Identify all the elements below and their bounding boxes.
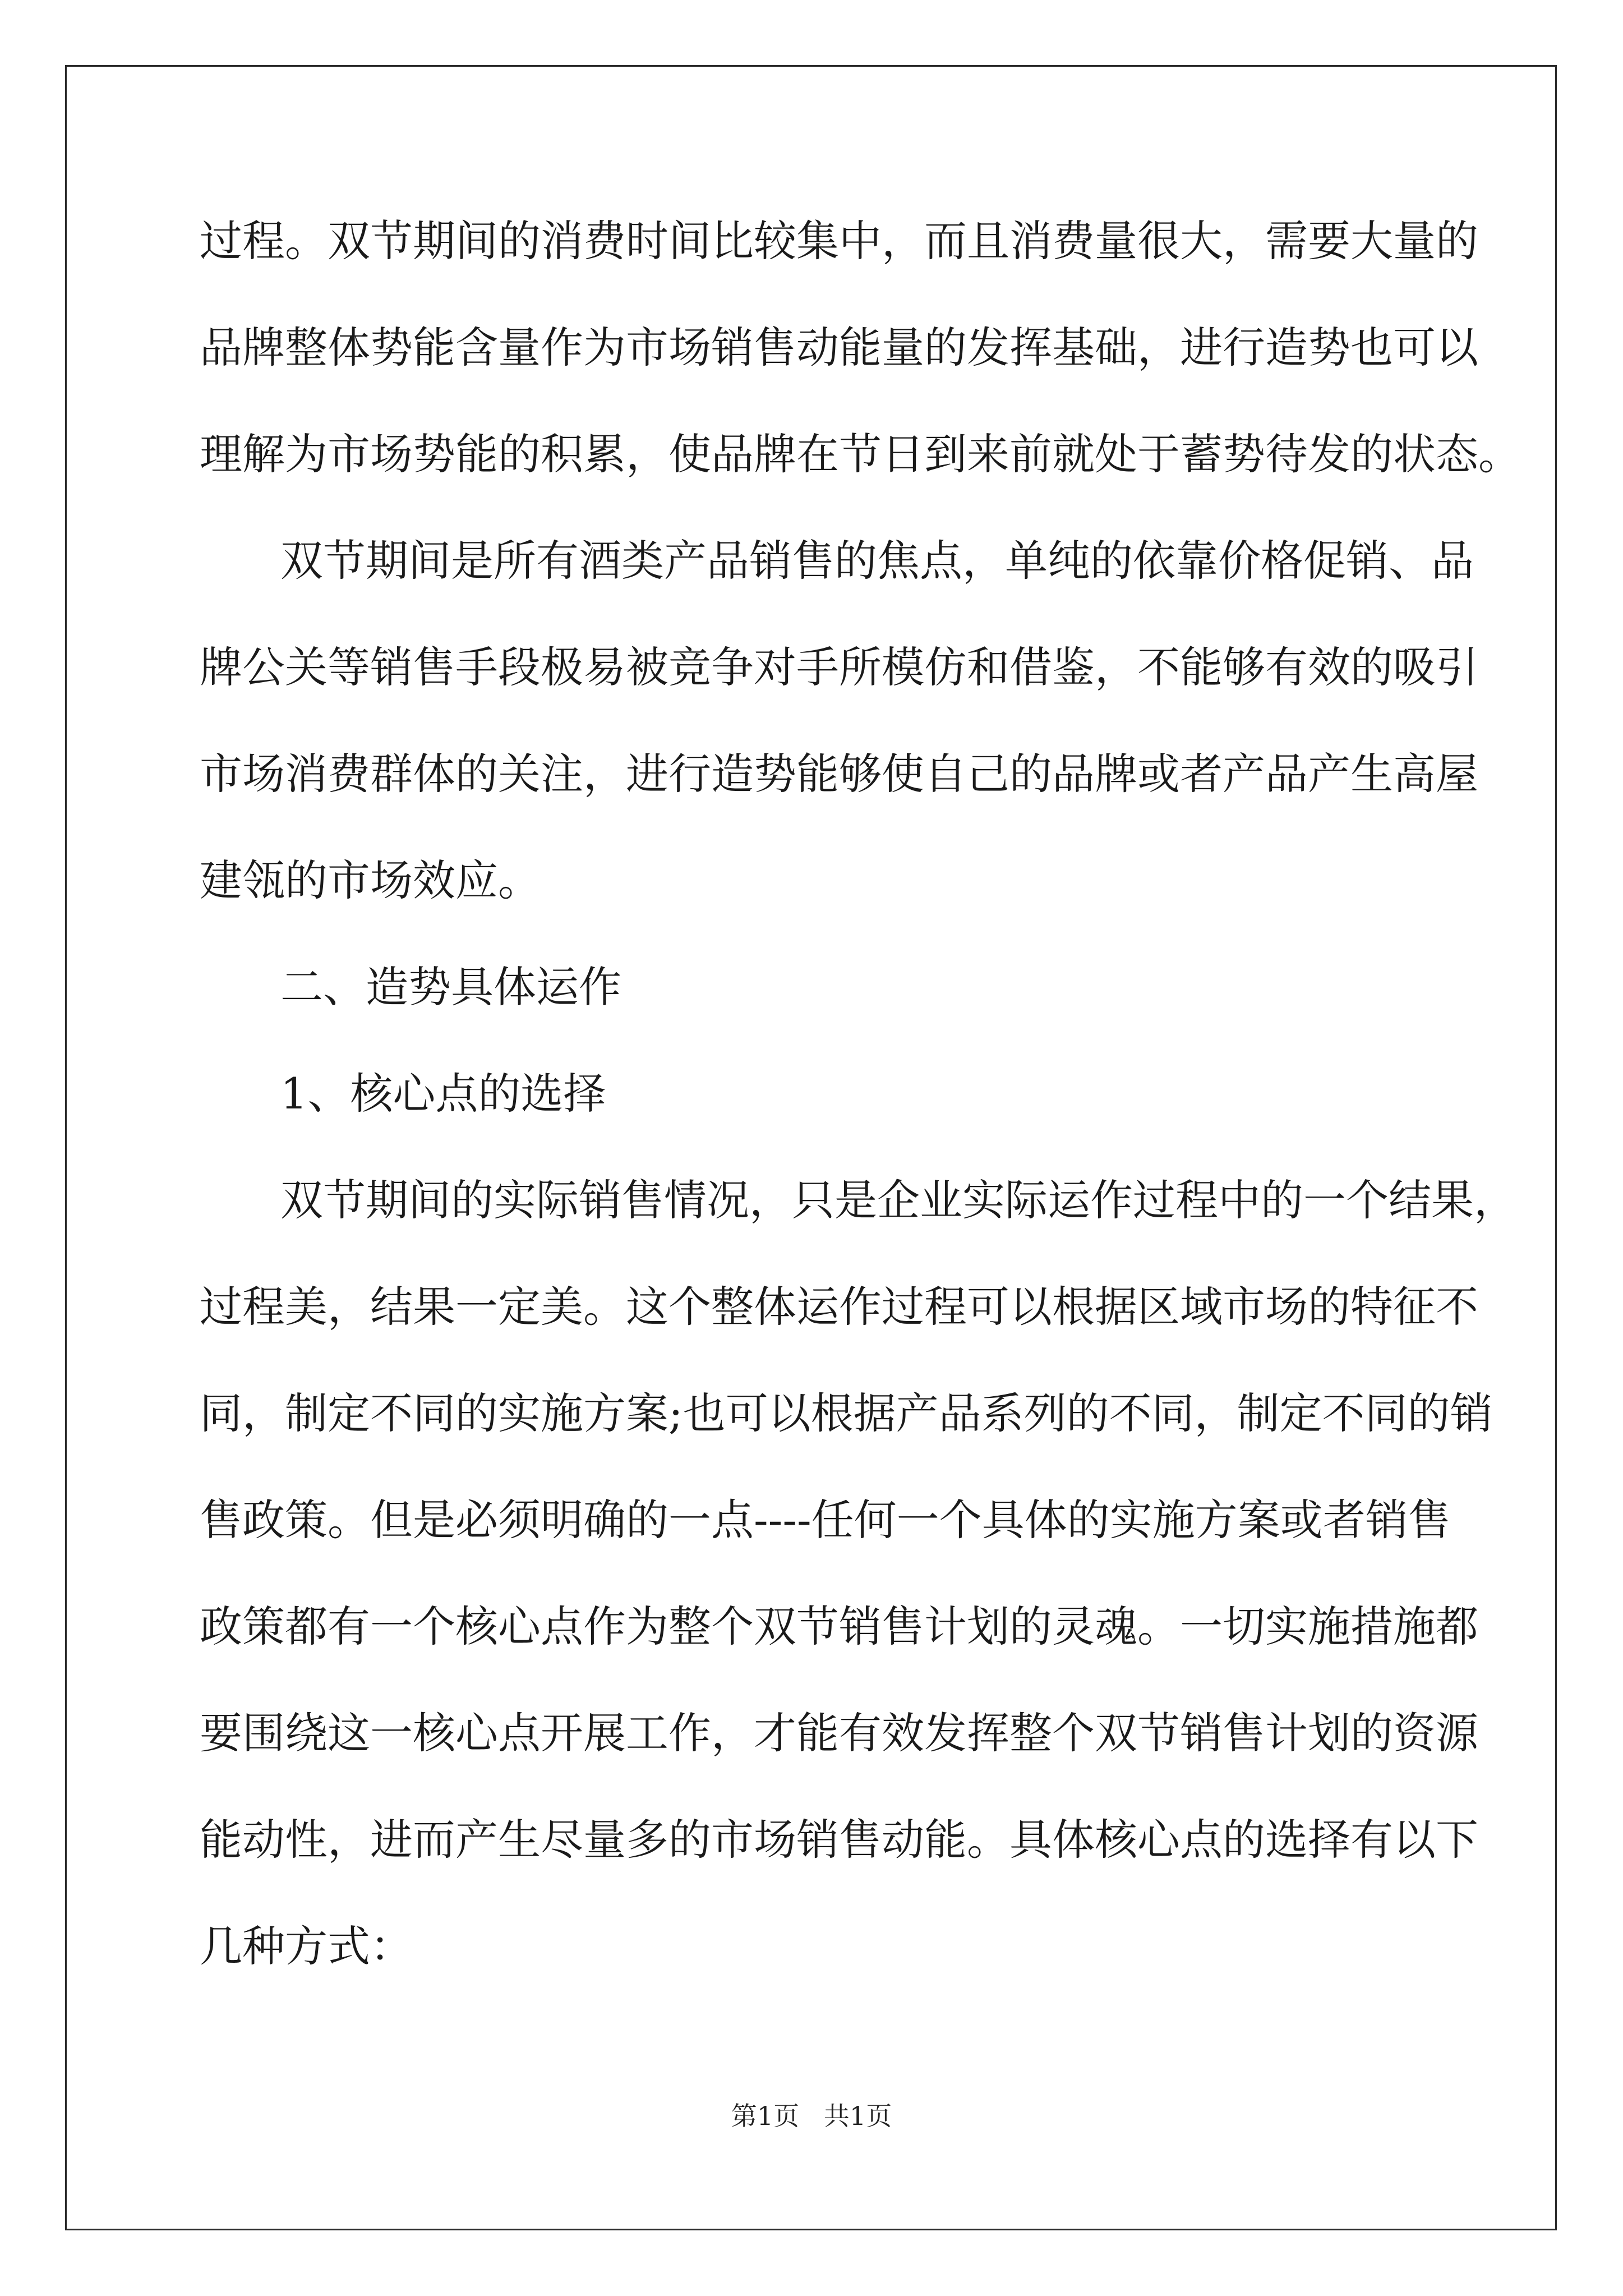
body-line: 政策都有一个核心点作为整个双节销售计划的灵魂。一切实施措施都 <box>200 1602 1478 1651</box>
paragraph-start-line: 双节期间的实际销售情况，只是企业实际运作过程中的一个结果， <box>280 1175 1516 1225</box>
body-line: 过程。双节期间的消费时间比较集中，而且消费量很大，需要大量的 <box>200 216 1478 266</box>
body-line: 建瓴的市场效应。 <box>200 855 541 905</box>
page-border <box>65 65 1557 2230</box>
body-line: 理解为市场势能的积累，使品牌在节日到来前就处于蓄势待发的状态。 <box>200 429 1521 479</box>
paragraph-start-line: 双节期间是所有酒类产品销售的焦点，单纯的依靠价格促销、品 <box>280 536 1474 586</box>
body-line: 同，制定不同的实施方案;也可以根据产品系列的不同，制定不同的销 <box>200 1388 1493 1438</box>
body-line: 品牌整体势能含量作为市场销售动能量的发挥基础，进行造势也可以 <box>200 323 1478 372</box>
body-line: 过程美，结果一定美。这个整体运作过程可以根据区域市场的特征不 <box>200 1282 1478 1332</box>
body-line: 售政策。但是必须明确的一点----任何一个具体的实施方案或者销售 <box>200 1495 1451 1545</box>
body-line: 要围绕这一核心点开展工作，才能有效发挥整个双节销售计划的资源 <box>200 1708 1478 1758</box>
body-line: 能动性，进而产生尽量多的市场销售动能。具体核心点的选择有以下 <box>200 1815 1478 1865</box>
page-number-footer: 第1页 共1页 <box>731 2101 892 2131</box>
body-line: 市场消费群体的关注，进行造势能够使自己的品牌或者产品产生高屋 <box>200 749 1478 799</box>
subsection-heading: 1、核心点的选择 <box>280 1069 606 1119</box>
section-heading: 二、造势具体运作 <box>280 962 621 1012</box>
body-line: 几种方式： <box>200 1921 413 1971</box>
body-line: 牌公关等销售手段极易被竞争对手所模仿和借鉴，不能够有效的吸引 <box>200 642 1478 692</box>
